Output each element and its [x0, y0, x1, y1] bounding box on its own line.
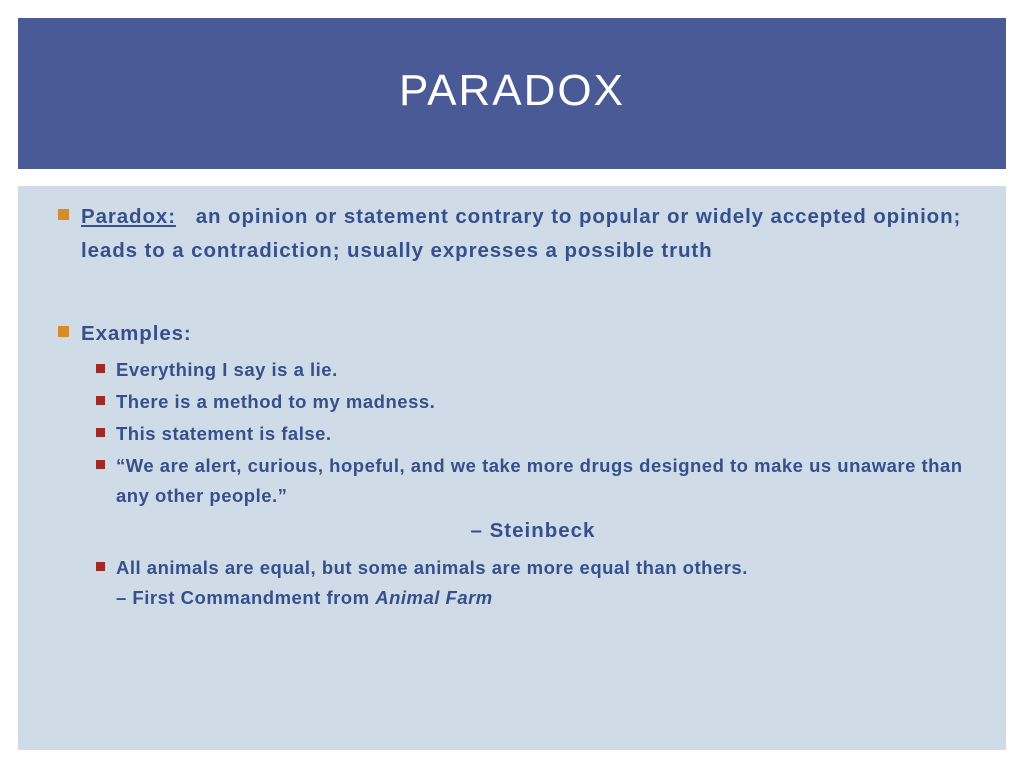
slide-title-band: [18, 18, 1006, 169]
example-quote-text: “We are alert, curious, hopeful, and we take more drugs designed to make us unaware than any other people.”: [116, 455, 963, 507]
content-spacer: [58, 273, 988, 317]
final-example-text: [116, 553, 988, 613]
definition-bullet: [58, 200, 988, 269]
example-text: This statement is false.: [116, 423, 332, 445]
list-item: [58, 451, 988, 511]
square-bullet-icon: [58, 209, 69, 220]
list-item: [58, 553, 988, 613]
page-title: PARADOX: [399, 65, 625, 115]
examples-heading-bullet: [58, 317, 988, 351]
small-square-bullet-icon: [96, 562, 105, 571]
small-square-bullet-icon: [96, 428, 105, 437]
small-square-bullet-icon: [96, 396, 105, 405]
slide-body-band: [18, 186, 1006, 750]
slide-content: [58, 200, 988, 615]
left-margin-strip: [0, 0, 18, 768]
list-item: [58, 355, 988, 385]
list-item: [58, 387, 988, 417]
definition-text: [81, 200, 988, 269]
list-item: [58, 419, 988, 449]
final-example-source-prefix: – First Commandment from: [116, 587, 376, 609]
final-example-quote: All animals are equal, but some animals are more equal than others.: [116, 557, 748, 579]
definition-term: Paradox:: [81, 205, 176, 228]
examples-heading: Examples:: [81, 321, 192, 345]
small-square-bullet-icon: [96, 460, 105, 469]
definition-body: an opinion or statement contrary to popular or widely accepted opinion; leads to a contradiction; usually expresses a possible truth: [81, 205, 962, 263]
final-example-source: [116, 583, 988, 613]
small-square-bullet-icon: [96, 364, 105, 373]
quote-attribution: – Steinbeck: [470, 519, 596, 543]
final-example-source-title: Animal Farm: [375, 587, 493, 609]
example-text: There is a method to my madness.: [116, 391, 436, 413]
example-text: Everything I say is a lie.: [116, 359, 338, 381]
square-bullet-icon: [58, 326, 69, 337]
